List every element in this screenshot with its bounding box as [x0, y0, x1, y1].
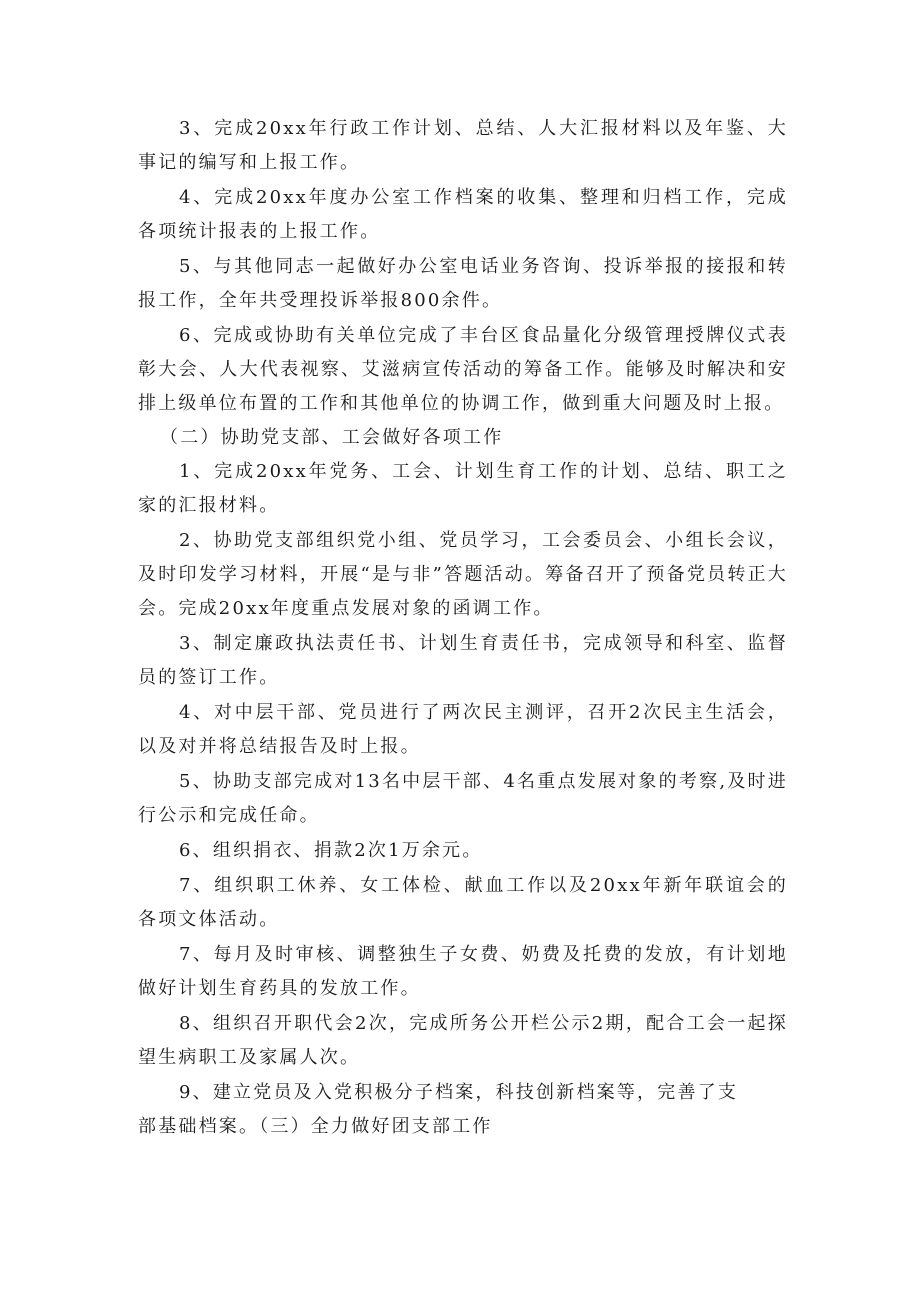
list-item: 4、对中层干部、党员进行了两次民主测评，召开2次民主生活会，以及对并将总结报告及时上报。: [138, 702, 788, 757]
list-item: 5、协助支部完成对13名中层干部、4名重点发展对象的考察,及时进行公示和完成任命。: [138, 771, 788, 826]
last-item-line-1: 9、建立党员及入党积极分子档案，科技创新档案等，完善了支: [179, 1082, 739, 1103]
document-body: [138, 112, 788, 1144]
last-item-line-2: 部基础档案。（三）全力做好团支部工作: [138, 1116, 493, 1137]
list-item: 1、完成20xx年党务、工会、计划生育工作的计划、总结、职工之家的汇报材料。: [138, 461, 788, 516]
list-item: 6、组织捐衣、捐款2次1万余元。: [179, 840, 483, 861]
list-item: 2、协助党支部组织党小组、党员学习，工会委员会、小组长会议，及时印发学习材料，开展“是与非”答题活动。筹备召开了预备党员转正大会。完成20xx年度重点发展对象的函调工作。: [138, 530, 788, 619]
paragraph: 4、完成20xx年度办公室工作档案的收集、整理和归档工作，完成各项统计报表的上报工作。: [138, 187, 788, 242]
paragraph: 6、完成或协助有关单位完成了丰台区食品量化分级管理授牌仪式表彰大会、人大代表视察、艾滋病宣传活动的筹备工作。能够及时解决和安排上级单位布置的工作和其他单位的协调工作，做到重大问题及时上报。: [138, 325, 788, 414]
list-item-last: [138, 1076, 788, 1144]
list-item: 7、每月及时审核、调整独生子女费、奶费及托费的发放，有计划地做好计划生育药具的发放工作。: [138, 944, 788, 999]
paragraph: 5、与其他同志一起做好办公室电话业务咨询、投诉举报的接报和转报工作，全年共受理投诉举报800余件。: [138, 256, 788, 311]
list-item: 8、组织召开职代会2次，完成所务公开栏公示2期，配合工会一起探望生病职工及家属人次。: [138, 1013, 788, 1068]
list-item: 3、制定廉政执法责任书、计划生育责任书，完成领导和科室、监督员的签订工作。: [138, 633, 788, 688]
paragraph: 3、完成20xx年行政工作计划、总结、人大汇报材料以及年鉴、大事记的编写和上报工作。: [138, 118, 788, 173]
section-heading: （二）协助党支部、工会做好各项工作: [160, 427, 504, 448]
list-item: 7、组织职工休养、女工体检、献血工作以及20xx年新年联谊会的各项文体活动。: [138, 875, 788, 930]
